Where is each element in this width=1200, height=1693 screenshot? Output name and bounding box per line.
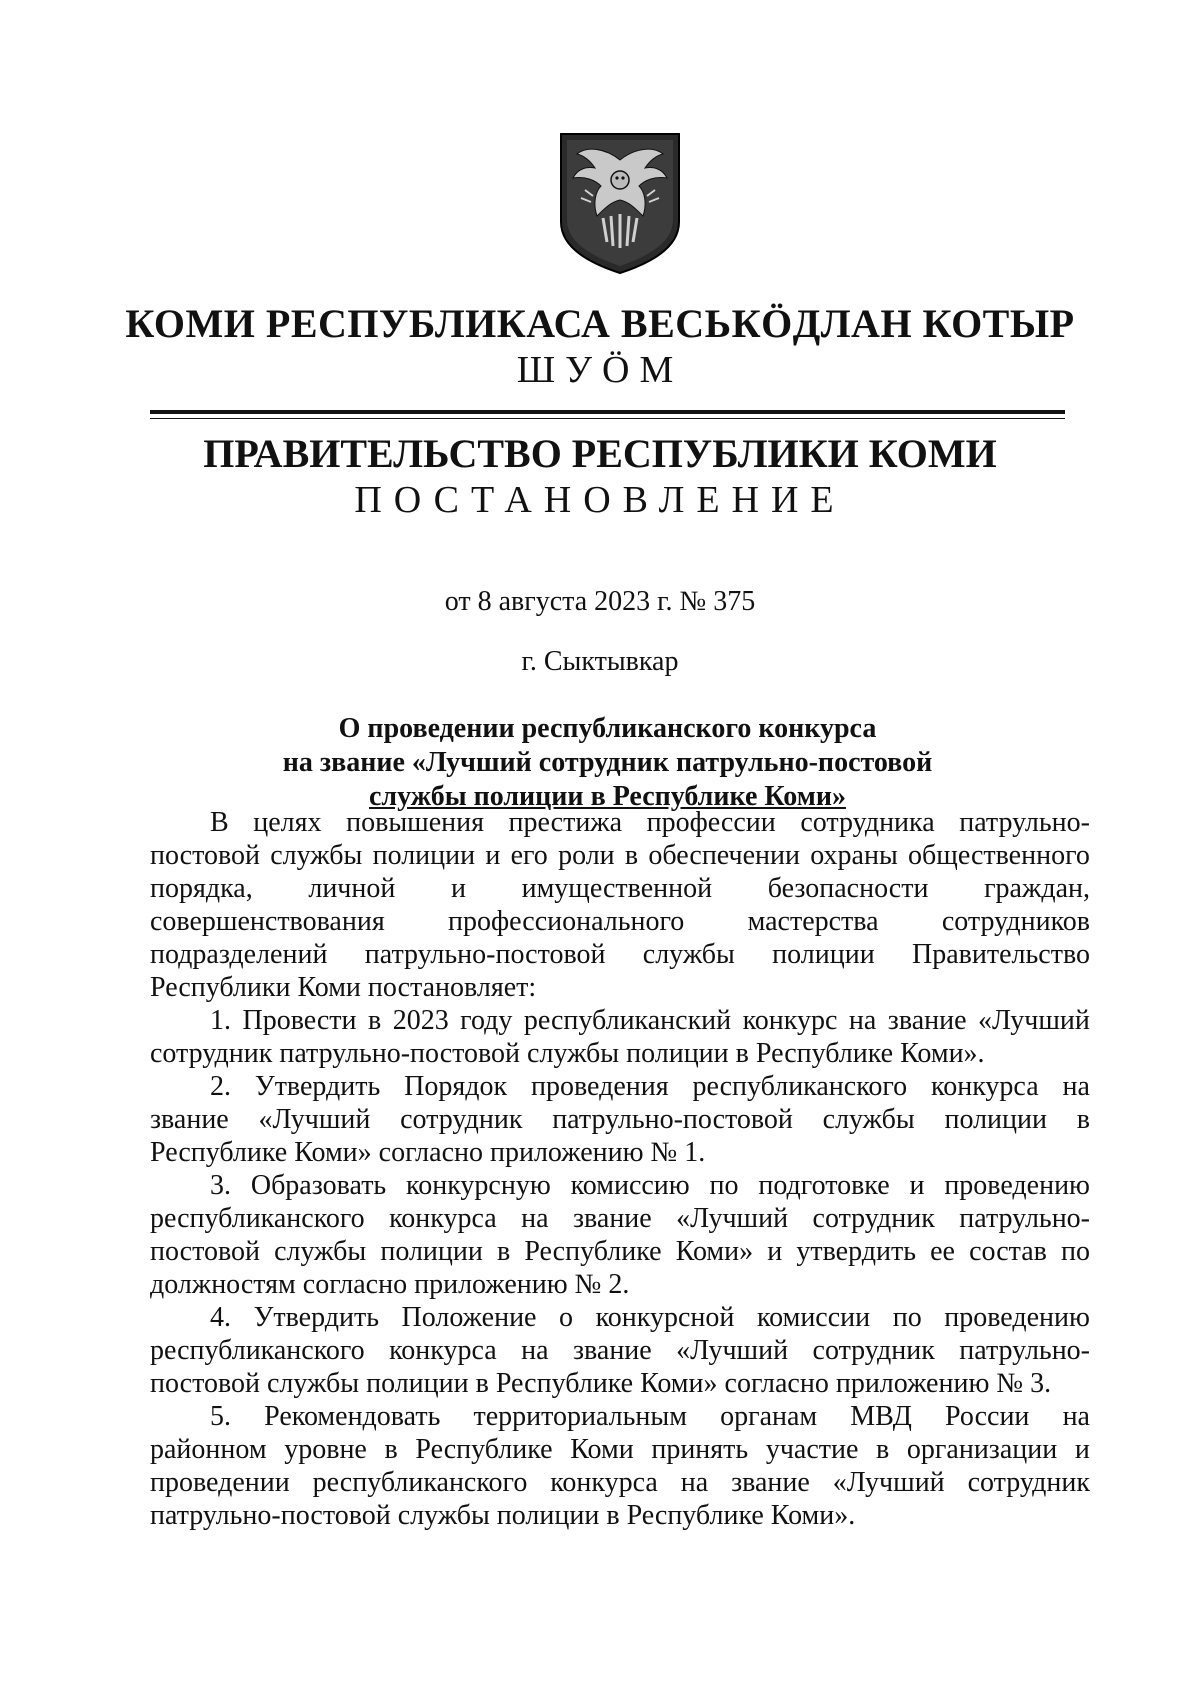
paragraph-line: 2. Утвердить Порядок проведения республиканского конкурса на [210,1071,1090,1102]
paragraph-line: порядка, личной и имущественной безопасности граждан, [150,873,1090,904]
document-heading [150,712,1065,814]
document-body [150,806,1090,1532]
header-divider-thin [150,418,1065,419]
paragraph-line: должностям согласно приложению № 2. [150,1269,630,1300]
paragraph-line: звание «Лучший сотрудник патрульно-постовой службы полиции в [150,1104,1090,1135]
paragraph-line: постовой службы полиции в Республике Коми» согласно приложению № 3. [150,1368,1052,1399]
paragraph-line: 3. Образовать конкурсную комиссию по подготовке и проведению [210,1170,1090,1201]
komi-organization-name: КОМИ РЕСПУБЛИКАСА ВЕСЬКӦДЛАН КОТЫР [125,301,1075,346]
header-divider-thick [150,410,1065,414]
document-date-number: от 8 августа 2023 г. № 375 [444,586,756,617]
paragraph [150,1301,1090,1400]
paragraph-line: 1. Провести в 2023 году республиканский конкурс на звание «Лучший [210,1005,1090,1036]
komi-coat-of-arms-icon [555,130,685,275]
paragraph-line: проведении республиканского конкурса на звание «Лучший сотрудник [150,1467,1090,1498]
paragraph-line: сотрудник патрульно-постовой службы полиции в Республике Коми». [150,1038,985,1069]
paragraph-line: патрульно-постовой службы полиции в Республике Коми». [150,1500,856,1531]
document-city: г. Сыктывкар [521,646,679,677]
paragraph-line: В целях повышения престижа профессии сотрудника патрульно- [210,807,1090,838]
paragraph [150,1004,1090,1070]
paragraph-line: 4. Утвердить Положение о конкурсной комиссии по проведению [210,1302,1090,1333]
paragraph-line: 5. Рекомендовать территориальным органам МВД России на [210,1401,1090,1432]
paragraph-line: постовой службы полиции в Республике Коми» и утвердить ее состав по [150,1236,1090,1267]
komi-document-type: ШУӦМ [516,349,684,391]
paragraph [150,1169,1090,1301]
paragraph-line: постовой службы полиции и его роли в обеспечении охраны общественного [150,840,1090,871]
paragraph [150,1400,1090,1532]
paragraph [150,1070,1090,1169]
paragraph-line: подразделений патрульно-постовой службы полиции Правительство [150,939,1090,970]
paragraph-line: совершенствования профессионального мастерства сотрудников [150,906,1090,937]
organization-name: ПРАВИТЕЛЬСТВО РЕСПУБЛИКИ КОМИ [203,431,997,476]
heading-line: службы полиции в Республике Коми» [369,781,846,812]
paragraph-line: республиканского конкурса на звание «Лучший сотрудник патрульно- [150,1203,1090,1234]
heading-line: О проведении республиканского конкурса [338,713,877,744]
heading-line: на звание «Лучший сотрудник патрульно-постовой [282,747,933,778]
document-type: ПОСТАНОВЛЕНИЕ [354,479,846,521]
paragraph-line: районном уровне в Республике Коми принять участие в организации и [150,1434,1090,1465]
paragraph-line: Республики Коми постановляет: [150,972,537,1003]
paragraph [150,806,1090,1004]
paragraph-line: республиканского конкурса на звание «Лучший сотрудник патрульно- [150,1335,1090,1366]
paragraph-line: Республике Коми» согласно приложению № 1. [150,1137,706,1168]
